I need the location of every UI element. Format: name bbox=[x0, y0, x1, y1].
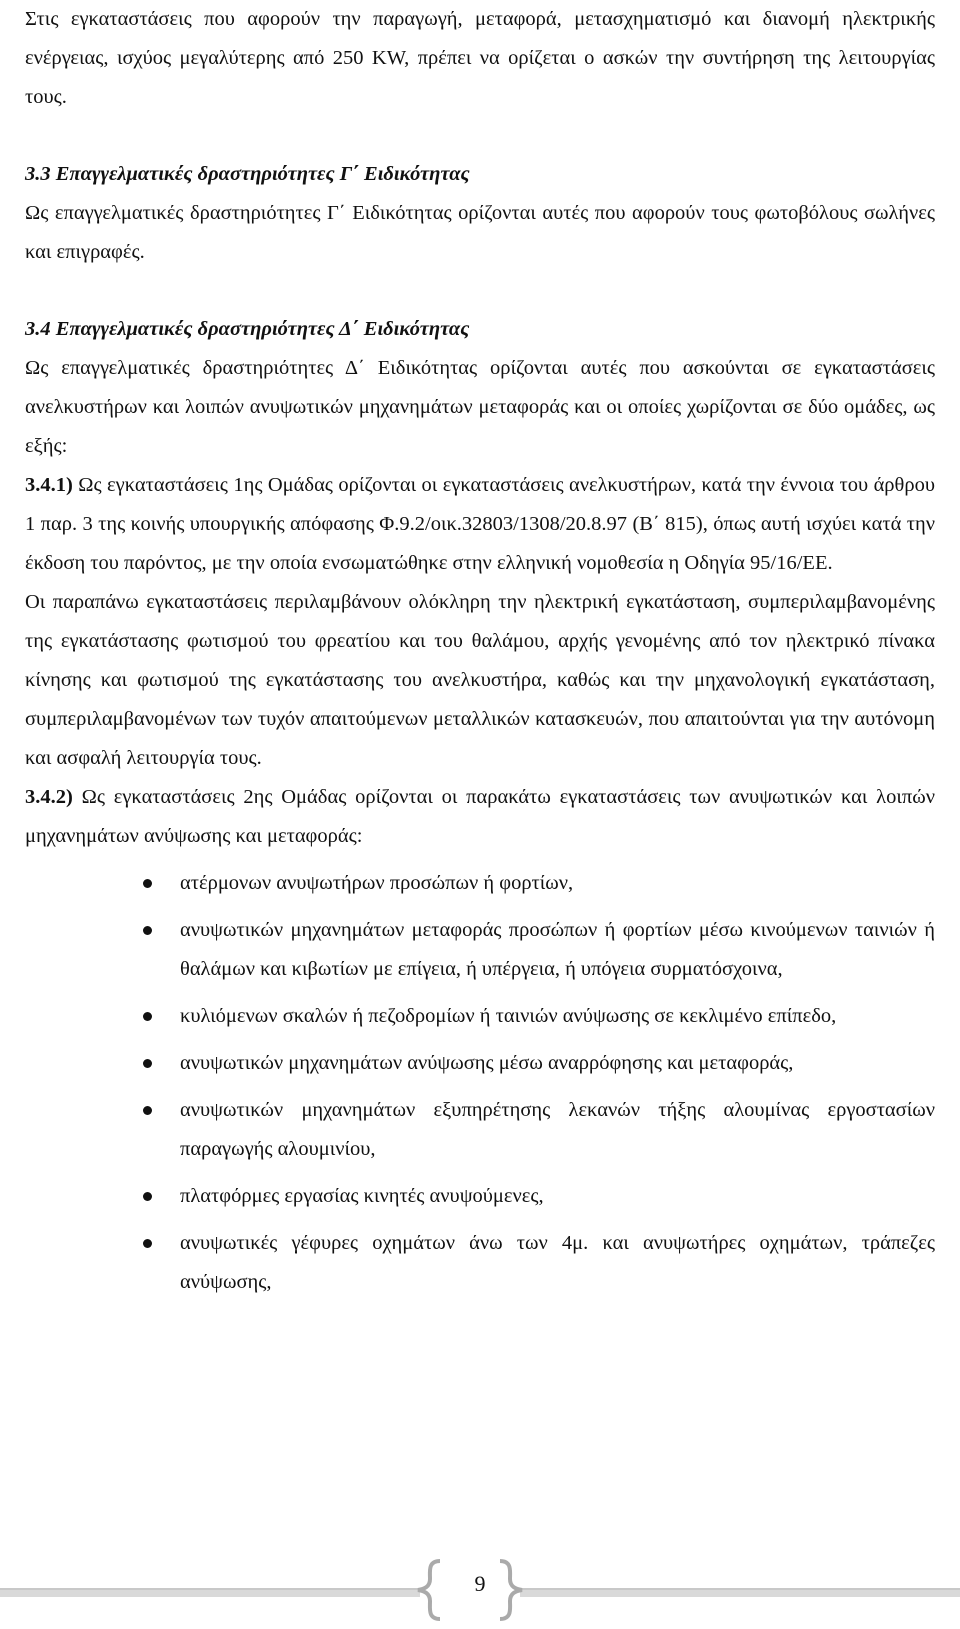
bullet-icon bbox=[143, 1239, 152, 1248]
bullet-icon bbox=[143, 1106, 152, 1115]
page-number: 9 bbox=[474, 1571, 486, 1596]
section-3-4-heading: 3.4 Επαγγελματικές δραστηριότητες Δ΄ Ειδικότητας bbox=[25, 318, 470, 340]
bullet-icon bbox=[143, 926, 152, 935]
section-3-3-heading: 3.3 Επαγγελματικές δραστηριότητες Γ΄ Ειδικότητας bbox=[25, 163, 470, 185]
section-3-4-1-more: Οι παραπάνω εγκαταστάσεις περιλαμβάνουν ολόκληρη την ηλεκτρική εγκατάσταση, συμπεριλαμβανομένης της εγκατάστασης φωτισμού του φρεατίου και του θαλάμου, αρχής γενομένης από τον ηλεκτρικό πίνακα κίνησης και φωτισμού της εγκατάστασης του ανελκυστήρα, καθώς και την μηχανολογική εγκατάσταση, συμπεριλαμβανομένων των τυχόν απαιτούμενων μεταλλικών κατασκευών, που απαιτούνται για την αυτόνομη και ασφαλή λειτουργία τους. bbox=[25, 591, 935, 769]
bullet-icon bbox=[143, 879, 152, 888]
section-3-4-2-paragraph bbox=[25, 778, 935, 856]
section-3-4-1-body: Ως εγκαταστάσεις 1ης Ομάδας ορίζονται οι εγκαταστάσεις ανελκυστήρων, κατά την έννοια του άρθρου 1 παρ. 3 της κοινής υπουργικής απόφασης Φ.9.2/οικ.32803/1308/20.8.97 (Β΄ 815), όπως αυτή ισχύει κατά την έκδοση του παρόντος, με την οποία ενσωματώθηκε στην ελληνική νομοθεσία η Οδηγία 95/16/ΕΕ. bbox=[25, 474, 935, 574]
list-item: ανυψωτικών μηχανημάτων εξυπηρέτησης λεκανών τήξης αλουμίνας εργοστασίων παραγωγής αλουμινίου, bbox=[25, 1091, 935, 1169]
list-item: κυλιόμενων σκαλών ή πεζοδρομίων ή ταινιών ανύψωσης σε κεκλιμένο επίπεδο, bbox=[25, 997, 935, 1036]
section-3-4-body: Ως επαγγελματικές δραστηριότητες Δ΄ Ειδικότητας ορίζονται αυτές που ασκούνται σε εγκαταστάσεις ανελκυστήρων και λοιπών ανυψωτικών μηχανημάτων μεταφοράς και οι οποίες χωρίζονται σε δύο ομάδες, ως εξής: bbox=[25, 357, 935, 457]
bullet-icon bbox=[143, 1059, 152, 1068]
list-item: ανυψωτικές γέφυρες οχημάτων άνω των 4μ. και ανυψωτήρες οχημάτων, τράπεζες ανύψωσης, bbox=[25, 1224, 935, 1302]
list-item: ανυψωτικών μηχανημάτων μεταφοράς προσώπων ή φορτίων μέσω κινούμενων ταινιών ή θαλάμων και κιβωτίων με επίγεια, ή υπέργεια, ή υπόγεια συρματόσχοινα, bbox=[25, 911, 935, 989]
section-3-3-body: Ως επαγγελματικές δραστηριότητες Γ΄ Ειδικότητας ορίζονται αυτές που αφορούν τους φωτοβόλους σωλήνες και επιγραφές. bbox=[25, 202, 935, 263]
bullet-icon bbox=[143, 1012, 152, 1021]
bullet-icon bbox=[143, 1192, 152, 1201]
intro-paragraph: Στις εγκαταστάσεις που αφορούν την παραγωγή, μεταφορά, μετασχηματισμό και διανομή ηλεκτρικής ενέργειας, ισχύος μεγαλύτερης από 250 KW, πρέπει να ορίζεται ο ασκών την συντήρηση της λειτουργίας τους. bbox=[25, 8, 935, 108]
page-footer bbox=[0, 1555, 960, 1625]
list-item: πλατφόρμες εργασίας κινητές ανυψούμενες, bbox=[25, 1177, 935, 1216]
section-3-4-2-body: Ως εγκαταστάσεις 2ης Ομάδας ορίζονται οι παρακάτω εγκαταστάσεις των ανυψωτικών και λοιπών μηχανημάτων ανύψωσης και μεταφοράς: bbox=[25, 786, 935, 847]
equipment-list bbox=[25, 864, 935, 1302]
section-3-4-2-label: 3.4.2) bbox=[25, 786, 73, 808]
list-item: ατέρμονων ανυψωτήρων προσώπων ή φορτίων, bbox=[25, 864, 935, 903]
list-item: ανυψωτικών μηχανημάτων ανύψωσης μέσω αναρρόφησης και μεταφοράς, bbox=[25, 1044, 935, 1083]
document-page bbox=[25, 0, 935, 1310]
section-3-4-1-paragraph bbox=[25, 466, 935, 583]
section-3-4-1-label: 3.4.1) bbox=[25, 474, 73, 496]
